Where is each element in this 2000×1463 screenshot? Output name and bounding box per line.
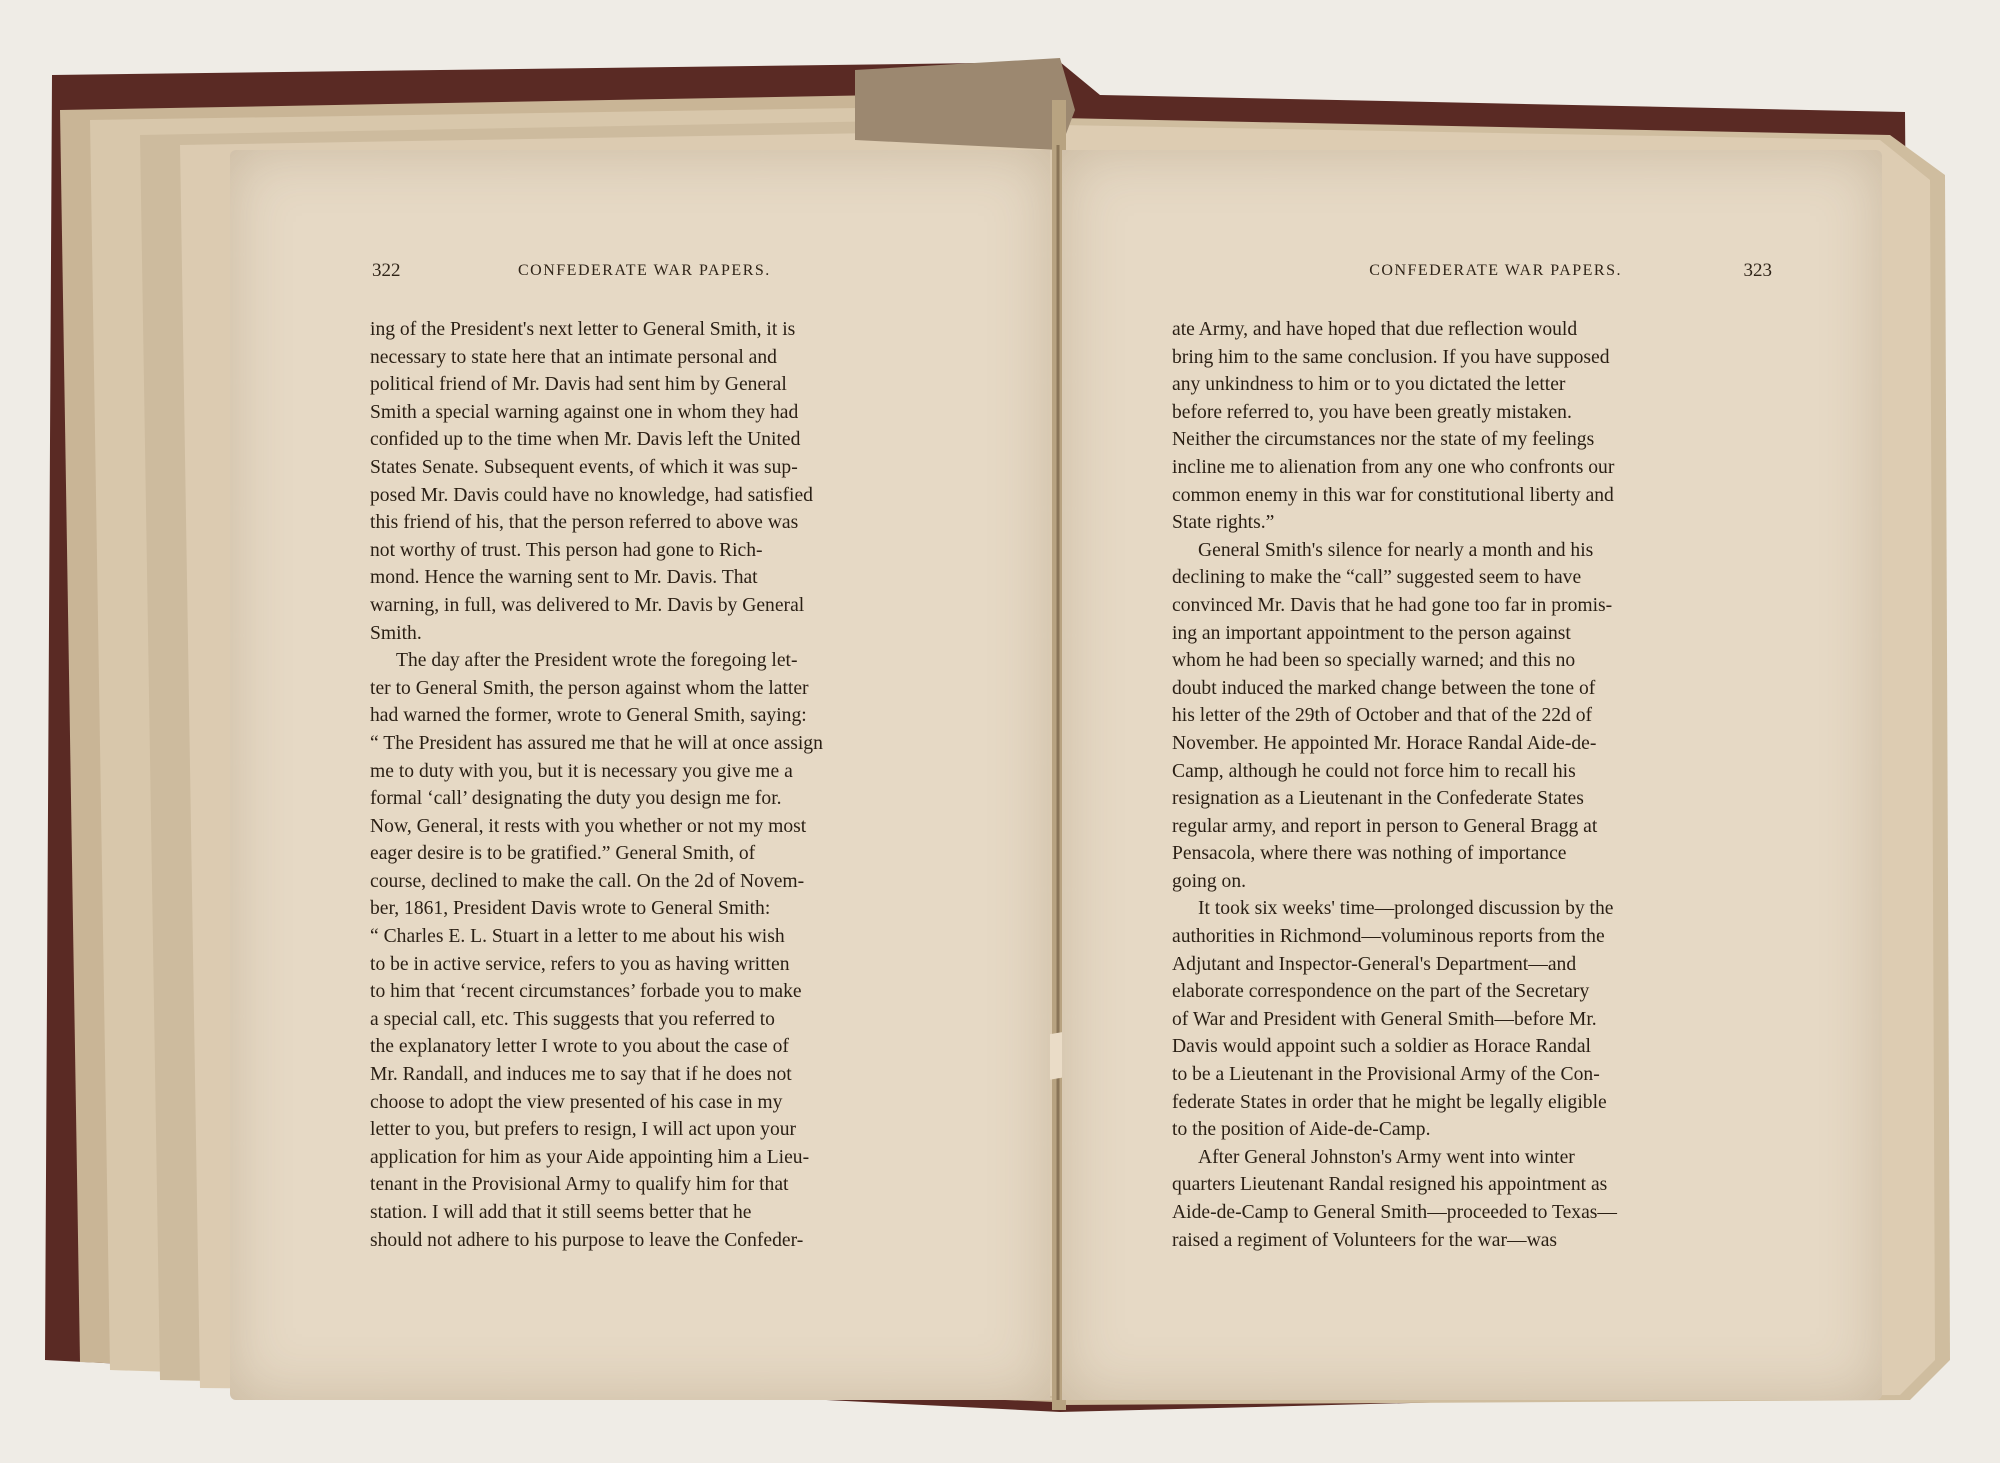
text-line: State rights.” (1172, 512, 1275, 534)
text-line: ate Army, and have hoped that due reflection would (1172, 319, 1578, 340)
text-line: not worthy of trust. This person had gone to Rich- (370, 539, 763, 561)
text-line: regular army, and report in person to General Bragg at (1172, 815, 1598, 837)
right-header-title: CONFEDERATE WAR PAPERS. (1369, 262, 1622, 279)
text-line: should not adhere to his purpose to leave the Confeder- (370, 1229, 804, 1251)
text-line: going on. (1172, 870, 1247, 892)
right-page-number: 323 (1743, 260, 1772, 281)
text-line: this friend of his, that the person referred to above was (370, 512, 799, 534)
text-line: ing of the President's next letter to General Smith, it is (370, 319, 796, 340)
text-line: Neither the circumstances nor the state of my feelings (1172, 429, 1595, 451)
text-line: station. I will add that it still seems better that he (370, 1202, 752, 1223)
text-line: “ Charles E. L. Stuart in a letter to me about his wish (370, 926, 785, 948)
text-line: federate States in order that he might be legally eligible (1172, 1091, 1607, 1113)
text-line: quarters Lieutenant Randal resigned his appointment as (1172, 1174, 1608, 1196)
text-line: Smith a special warning against one in whom they had (370, 401, 799, 423)
text-line: to him that ‘recent circumstances’ forbade you to make (370, 981, 802, 1003)
text-line: common enemy in this war for constitutional liberty and (1172, 484, 1614, 506)
text-line: elaborate correspondence on the part of the Secretary (1172, 981, 1590, 1003)
text-line: Now, General, it rests with you whether or not my most (370, 815, 807, 837)
text-line: ing an important appointment to the person against (1172, 622, 1571, 644)
text-line: doubt induced the marked change between the tone of (1172, 677, 1596, 699)
right-running-head (1062, 260, 1882, 290)
text-line: a special call, etc. This suggests that you referred to (370, 1008, 775, 1030)
text-line: tenant in the Provisional Army to qualify him for that (370, 1174, 789, 1196)
text-line: General Smith's silence for nearly a month and his (1198, 539, 1594, 561)
left-running-head (230, 260, 1050, 290)
text-line: to the position of Aide-de-Camp. (1172, 1119, 1431, 1141)
text-line: application for him as your Aide appointing him a Lieu- (370, 1146, 810, 1168)
text-line: formal ‘call’ designating the duty you design me for. (370, 788, 782, 810)
text-line: raised a regiment of Volunteers for the war—was (1172, 1229, 1558, 1251)
text-line: whom he had been so specially warned; and this no (1172, 650, 1576, 672)
text-line: ter to General Smith, the person against whom the latter (370, 677, 809, 699)
text-line: Davis would appoint such a soldier as Horace Randal (1172, 1036, 1591, 1058)
text-line: to be a Lieutenant in the Provisional Army of the Con- (1172, 1064, 1600, 1086)
text-line: any unkindness to him or to you dictated the letter (1172, 374, 1566, 396)
text-line: had warned the former, wrote to General Smith, saying: (370, 705, 807, 727)
text-line: to be in active service, refers to you as having written (370, 953, 790, 975)
text-line: It took six weeks' time—prolonged discussion by the (1198, 898, 1614, 920)
text-line: After General Johnston's Army went into winter (1198, 1146, 1575, 1168)
text-line: Aide-de-Camp to General Smith—proceeded to Texas— (1172, 1202, 1617, 1223)
text-line: mond. Hence the warning sent to Mr. Davis. That (370, 567, 758, 589)
text-line: States Senate. Subsequent events, of which it was sup- (370, 456, 798, 478)
text-line: the explanatory letter I wrote to you about the case of (370, 1036, 789, 1058)
text-line: declining to make the “call” suggested seem to have (1172, 567, 1582, 589)
text-line: of War and President with General Smith—before Mr. (1172, 1008, 1597, 1030)
text-line: before referred to, you have been greatly mistaken. (1172, 401, 1572, 423)
text-line: confided up to the time when Mr. Davis left the United (370, 429, 801, 451)
text-line: The day after the President wrote the foregoing let- (396, 650, 798, 672)
text-line: Pensacola, where there was nothing of importance (1172, 843, 1567, 865)
text-line: bring him to the same conclusion. If you have supposed (1172, 346, 1610, 368)
text-line: convinced Mr. Davis that he had gone too far in promis- (1172, 594, 1613, 616)
text-line: Adjutant and Inspector-General's Department—and (1172, 953, 1577, 975)
text-line: ber, 1861, President Davis wrote to General Smith: (370, 898, 771, 920)
text-line: Camp, although he could not force him to recall his (1172, 760, 1576, 782)
text-line: resignation as a Lieutenant in the Confederate States (1172, 788, 1584, 810)
left-body-text (370, 316, 936, 1254)
text-line: warning, in full, was delivered to Mr. Davis by General (370, 594, 805, 616)
right-page (1062, 150, 1882, 1400)
text-line: Smith. (370, 622, 422, 644)
text-line: letter to you, but prefers to resign, I will act upon your (370, 1119, 797, 1141)
book-spine (855, 58, 1075, 150)
text-line: authorities in Richmond—voluminous reports from the (1172, 926, 1605, 948)
left-header-title: CONFEDERATE WAR PAPERS. (518, 262, 771, 279)
text-line: his letter of the 29th of October and that of the 22d of (1172, 705, 1593, 727)
text-line: me to duty with you, but it is necessary you give me a (370, 760, 793, 782)
text-line: choose to adopt the view presented of his case in my (370, 1091, 783, 1113)
text-line: posed Mr. Davis could have no knowledge, had satisfied (370, 484, 813, 506)
text-line: “ The President has assured me that he will at once assign (370, 732, 823, 754)
text-line: course, declined to make the call. On the 2d of Novem- (370, 870, 805, 892)
text-line: necessary to state here that an intimate personal and (370, 346, 777, 368)
text-line: political friend of Mr. Davis had sent him by General (370, 374, 787, 396)
left-page-number: 322 (372, 260, 401, 281)
left-page (230, 150, 1050, 1400)
text-line: eager desire is to be gratified.” General Smith, of (370, 843, 756, 865)
text-line: Mr. Randall, and induces me to say that if he does not (370, 1064, 792, 1086)
text-line: incline me to alienation from any one who confronts our (1172, 456, 1615, 478)
text-line: November. He appointed Mr. Horace Randal Aide-de- (1172, 732, 1597, 754)
right-body-text (1172, 316, 1738, 1254)
